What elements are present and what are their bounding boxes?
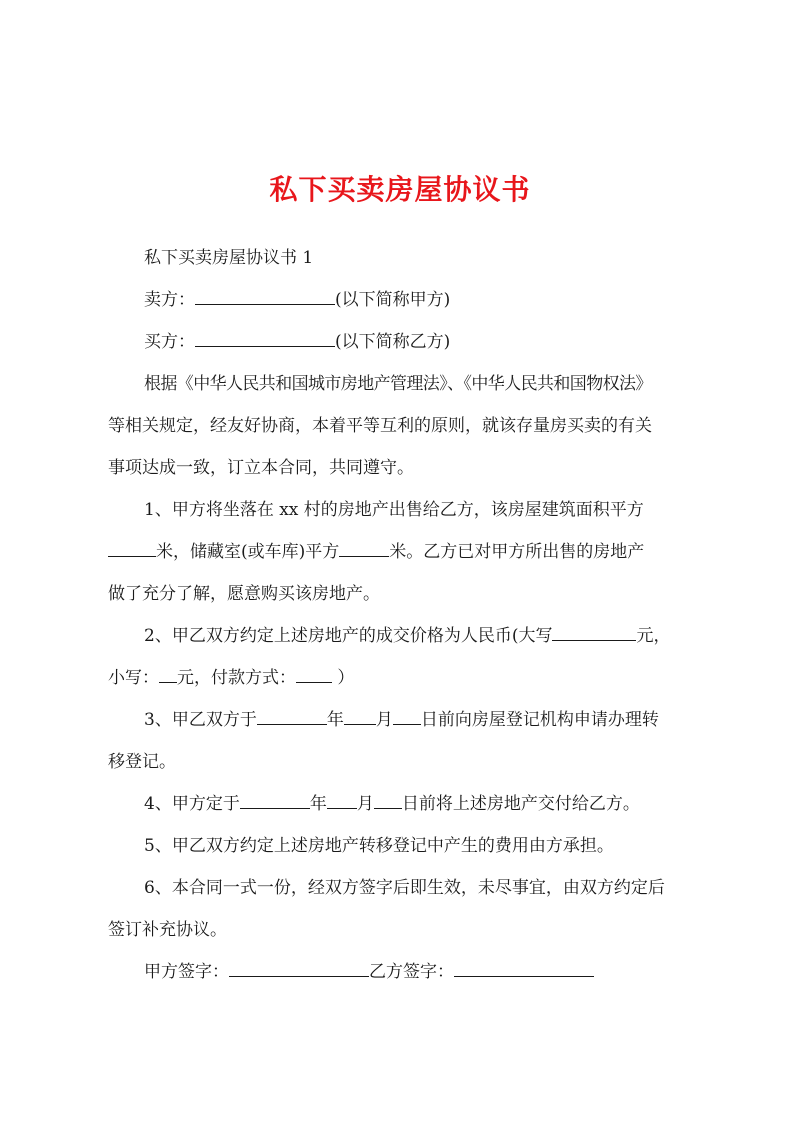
party-a-sign-blank	[229, 958, 369, 977]
clause-2-text-a: 2、甲乙双方约定上述房地产的成交价格为人民币(大写	[144, 626, 553, 646]
seller-line	[108, 279, 724, 321]
clause-4-day-blank	[374, 790, 402, 809]
clause-3-day-blank	[393, 706, 421, 725]
clause-4-month-blank	[327, 790, 357, 809]
clause-2-line-2	[108, 657, 724, 699]
clause-4-line	[108, 783, 724, 825]
buyer-line	[108, 321, 724, 363]
clause-4-month-label: 月	[356, 794, 374, 814]
area-blank	[108, 538, 156, 557]
clause-4-year-blank	[240, 790, 310, 809]
clause-3-text-b: 日前向房屋登记机构申请办理转	[420, 710, 659, 730]
price-lowercase-blank	[159, 664, 177, 683]
party-a-sign-label: 甲方签字：	[144, 962, 229, 982]
clause-1-line-2	[108, 531, 724, 573]
clause-1-line-1: 1、甲方将坐落在 xx 村的房地产出售给乙方，该房屋建筑面积平方	[144, 500, 644, 520]
document-body	[108, 237, 724, 993]
intro-line-2: 等相关规定，经友好协商，本着平等互利的原则，就该存量房买卖的有关	[108, 416, 652, 436]
clause-3-month-blank	[344, 706, 376, 725]
clause-3-year-blank	[257, 706, 327, 725]
clause-1-line-3: 做了充分了解，愿意购买该房地产。	[108, 584, 380, 604]
clause-2-line-1	[108, 615, 724, 657]
intro-line-1: 根据《中华人民共和国城市房地产管理法》、《中华人民共和国物权法》	[144, 374, 652, 394]
clause-1-text-b: 米。乙方已对甲方所出售的房地产	[389, 542, 645, 562]
buyer-label: 买方：	[144, 332, 195, 352]
clause-3-month-label: 月	[375, 710, 393, 730]
clause-4-text-a: 4、甲方定于	[144, 794, 240, 814]
document-subtitle: 私下买卖房屋协议书 1	[144, 248, 314, 268]
clause-2-text-e: ）	[332, 668, 355, 688]
document-title: 私下买卖房屋协议书	[269, 173, 531, 206]
buyer-blank	[195, 328, 335, 347]
seller-label: 卖方：	[144, 290, 195, 310]
buyer-suffix: (以下简称乙方)	[335, 332, 451, 352]
clause-3-line-1	[108, 699, 724, 741]
clause-3-text-a: 3、甲乙双方于	[144, 710, 257, 730]
clause-2-text-b: 元，	[636, 626, 671, 646]
clause-6-line-1: 6、本合同一式一份，经双方签字后即生效，未尽事宜，由双方约定后	[144, 878, 665, 898]
storage-area-blank	[339, 538, 389, 557]
payment-method-blank	[296, 664, 332, 683]
clause-3-year-label: 年	[326, 710, 344, 730]
signature-line	[108, 951, 724, 993]
clause-3-line-2: 移登记。	[108, 752, 176, 772]
seller-suffix: (以下简称甲方)	[335, 290, 451, 310]
party-b-sign-blank	[454, 958, 594, 977]
clause-2-text-c: 小写：	[108, 668, 159, 688]
clause-4-text-b: 日前将上述房地产交付给乙方。	[401, 794, 640, 814]
price-uppercase-blank	[552, 622, 636, 641]
clause-1-text-a: 米，储藏室(或车库)平方	[156, 542, 340, 562]
clause-4-year-label: 年	[309, 794, 327, 814]
party-b-sign-label: 乙方签字：	[369, 962, 454, 982]
intro-line-3: 事项达成一致，订立本合同，共同遵守。	[108, 458, 414, 478]
clause-6-line-2: 签订补充协议。	[108, 920, 227, 940]
clause-2-text-d: 元，付款方式：	[177, 668, 296, 688]
clause-5-line: 5、甲乙双方约定上述房地产转移登记中产生的费用由方承担。	[144, 836, 614, 856]
seller-blank	[195, 286, 335, 305]
